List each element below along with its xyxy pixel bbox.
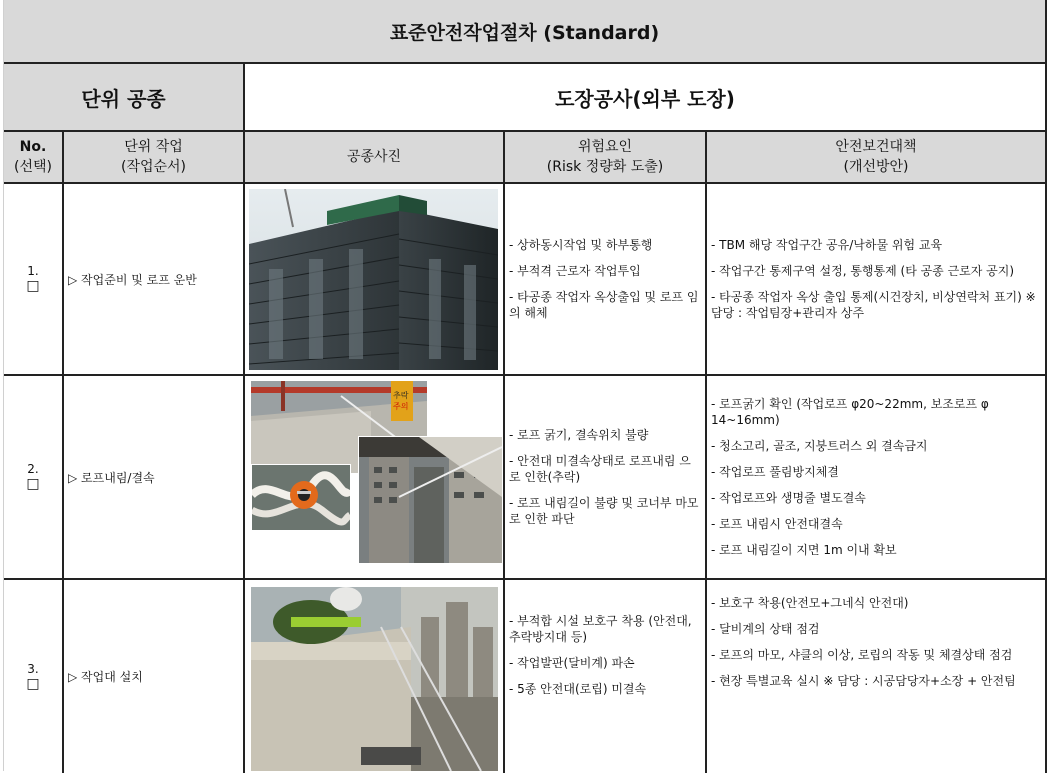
row-1-measure-1: - TBM 해당 작업구간 공유/낙하물 위험 교육 bbox=[711, 238, 943, 252]
rope-knot-photo bbox=[251, 464, 351, 531]
row-3-measure-1: - 보호구 착용(안전모+그네식 안전대) bbox=[711, 596, 909, 610]
row-2-measure-5: - 로프 내림시 안전대결속 bbox=[711, 517, 843, 531]
row-3-task: ▷ 작업대 설치 bbox=[68, 670, 143, 684]
building-view-photo bbox=[358, 436, 503, 564]
row-3-measure-2: - 달비계의 상태 점검 bbox=[711, 622, 820, 636]
row-3-measure-cell bbox=[707, 580, 1047, 773]
row-3-risk-2: - 작업발판(달비계) 파손 bbox=[509, 656, 635, 670]
row-3-measure-3: - 로프의 마모, 샤클의 이상, 로립의 작동 및 체결상태 점검 bbox=[711, 648, 1013, 662]
row-2-risk-3: - 로프 내림길이 불량 및 코너부 마모로 인한 파단 bbox=[509, 496, 699, 526]
row-2-checkbox[interactable]: □ bbox=[26, 476, 40, 492]
row-1-checkbox[interactable]: □ bbox=[26, 278, 40, 294]
row-3-no-cell bbox=[4, 580, 64, 773]
header-no-line2: (선택) bbox=[14, 159, 52, 175]
row-2-measure-1: - 로프굵기 확인 (작업로프 φ20~22mm, 보조로프 φ 14~16mm) bbox=[711, 397, 989, 427]
svg-text:추락: 추락 bbox=[393, 391, 409, 400]
row-2-measure-3: - 작업로프 풀림방지체결 bbox=[711, 465, 839, 479]
row-2-risk-1: - 로프 굵기, 결속위치 불량 bbox=[509, 428, 649, 442]
row-2-measure-6: - 로프 내림길이 지면 1m 이내 확보 bbox=[711, 543, 897, 557]
row-1-measure-2: - 작업구간 통제구역 설정, 통행통제 (타 공종 근로자 공지) bbox=[711, 264, 1015, 278]
row-3-task-cell bbox=[64, 580, 245, 773]
row-3-measure-4: - 현장 특별교육 실시 ※ 담당 : 시공담당자+소장 + 안전팀 bbox=[711, 674, 1016, 688]
header-no bbox=[4, 132, 64, 184]
row-1-measure-cell bbox=[707, 184, 1047, 376]
row-2-measure-4: - 작업로프와 생명줄 별도결속 bbox=[711, 491, 866, 505]
row-1-task: ▷ 작업준비 및 로프 운반 bbox=[68, 272, 197, 287]
row-1-no-cell bbox=[4, 184, 64, 376]
header-measure-line1: 안전보건대책 bbox=[835, 139, 917, 155]
header-task-line2: (작업순서) bbox=[120, 159, 187, 175]
header-risk bbox=[505, 132, 707, 184]
row-1-risk-3: - 타공종 작업자 옥상출입 및 로프 임의 해체 bbox=[509, 290, 699, 320]
header-photo: 공종사진 bbox=[245, 132, 505, 184]
unit-type-value: 도장공사(외부 도장) bbox=[245, 64, 1047, 132]
row-3-risk-3: - 5종 안전대(로립) 미결속 bbox=[509, 682, 647, 696]
svg-text:주의: 주의 bbox=[393, 402, 409, 411]
row-2-measure-2: - 청소고리, 골조, 지붕트러스 외 결속금지 bbox=[711, 439, 928, 453]
row-2-photo-cell bbox=[245, 376, 505, 580]
row-1-risk-2: - 부적격 근로자 작업투입 bbox=[509, 264, 641, 278]
row-2-number: 2. bbox=[27, 462, 39, 476]
header-measure bbox=[707, 132, 1047, 184]
header-measure-line2: (개선방안) bbox=[843, 159, 909, 175]
row-1-task-cell bbox=[64, 184, 245, 376]
row-2-risk-2: - 안전대 미결속상태로 로프내림 으로 인한(추락) bbox=[509, 454, 691, 484]
row-3-photo-cell bbox=[245, 580, 505, 773]
header-task bbox=[64, 132, 245, 184]
row-3-risk-1: - 부적합 시설 보호구 착용 (안전대, 추락방지대 등) bbox=[509, 614, 692, 644]
building-photo bbox=[249, 189, 498, 370]
sheet-title: 표준안전작업절차 (Standard) bbox=[4, 0, 1047, 64]
row-3-risk-cell bbox=[505, 580, 707, 773]
row-2-risk-cell bbox=[505, 376, 707, 580]
row-1-measure-3: - 타공종 작업자 옥상 출입 통제(시건장치, 비상연락처 표기) ※ 담당 : 작업팀장+관리자 상주 bbox=[711, 290, 1036, 320]
row-2-no-cell bbox=[4, 376, 64, 580]
row-3-checkbox[interactable]: □ bbox=[26, 675, 40, 692]
row-1-risk-1: - 상하동시작업 및 하부통행 bbox=[509, 238, 653, 252]
row-1-number: 1. bbox=[27, 264, 39, 278]
unit-type-label: 단위 공종 bbox=[4, 64, 245, 132]
row-1-photo-cell bbox=[245, 184, 505, 376]
row-2-task-cell bbox=[64, 376, 245, 580]
row-2-task: ▷ 로프내림/결속 bbox=[68, 470, 155, 485]
header-risk-line1: 위험요인 bbox=[577, 139, 633, 155]
header-task-line1: 단위 작업 bbox=[124, 139, 183, 155]
row-3-number: 3. bbox=[27, 661, 39, 676]
worker-photo bbox=[251, 587, 498, 771]
header-risk-line2: (Risk 정량화 도출) bbox=[546, 159, 664, 175]
row-2-measure-cell bbox=[707, 376, 1047, 580]
row-1-risk-cell bbox=[505, 184, 707, 376]
header-no-line1: No. bbox=[19, 139, 47, 155]
